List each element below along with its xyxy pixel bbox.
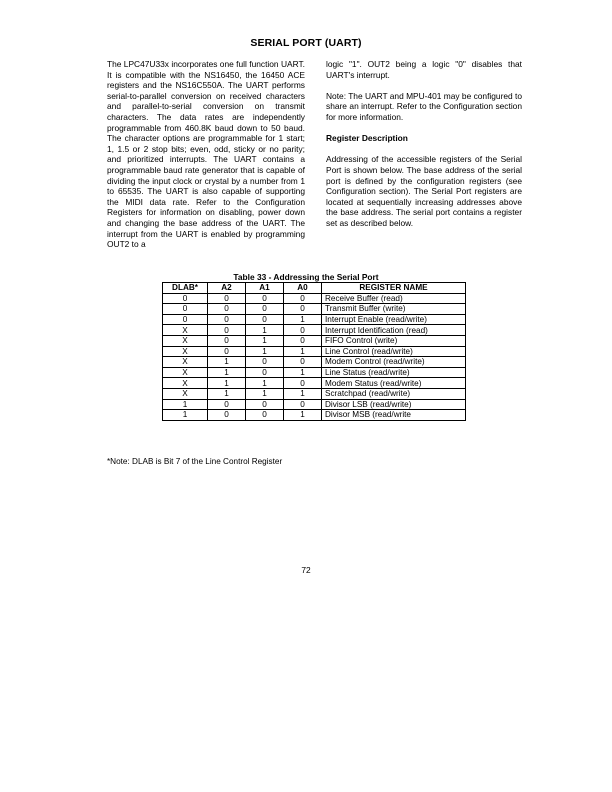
register-name-cell: Line Status (read/write) [322, 367, 466, 378]
address-bit-cell: 0 [284, 304, 322, 315]
out2-continuation-paragraph: logic "1". OUT2 being a logic "0" disables that UART's interrupt. [326, 59, 522, 80]
address-bit-cell: 0 [284, 335, 322, 346]
address-bit-cell: X [163, 325, 208, 336]
address-bit-cell: 1 [246, 346, 284, 357]
uart-intro-paragraph: The LPC47U33x incorporates one full function UART. It is compatible with the NS16450, the 16450 ACE registers and the NS16C550A. The UART performs serial-to-parallel conversion on received characters and parallel-to-serial conversion on transmit characters. The data rates are independently programmable from 460.8K baud down to 50 baud. The character options are programmable for 1 start; 1, 1.5 or 2 stop bits; even, odd, sticky or no parity; and prioritized interrupts. The UART contains a programmable baud rate generator that is capable of dividing the input clock or crystal by a number from 1 to 65535. The UART is also capable of supporting the MIDI data rate. Refer to the Configuration Registers for information on disabling, power down and changing the base address of the UART. The interrupt from the UART is enabled by programming OUT2 to a [107, 59, 305, 250]
address-bit-cell: 1 [284, 314, 322, 325]
address-bit-cell: 0 [284, 293, 322, 304]
address-bit-cell: X [163, 367, 208, 378]
address-bit-cell: 0 [163, 314, 208, 325]
register-name-cell: Interrupt Identification (read) [322, 325, 466, 336]
table-row [163, 325, 466, 336]
address-bit-cell: 0 [208, 304, 246, 315]
register-name-cell: Modem Status (read/write) [322, 378, 466, 389]
register-description-heading: Register Description [326, 133, 408, 144]
address-bit-cell: 0 [208, 335, 246, 346]
address-bit-cell: 1 [163, 399, 208, 410]
address-bit-cell: 0 [284, 378, 322, 389]
address-bit-cell: 0 [284, 357, 322, 368]
table-caption: Table 33 - Addressing the Serial Port [233, 272, 379, 282]
table-row [163, 314, 466, 325]
address-bit-cell: X [163, 335, 208, 346]
register-name-cell: Divisor MSB (read/write [322, 410, 466, 421]
address-bit-cell: X [163, 388, 208, 399]
address-bit-cell: 0 [246, 399, 284, 410]
address-bit-cell: 1 [208, 388, 246, 399]
column-header: A0 [284, 283, 322, 294]
left-column [107, 59, 305, 260]
address-bit-cell: 1 [246, 378, 284, 389]
table-header-row [163, 283, 466, 294]
address-bit-cell: 0 [246, 367, 284, 378]
address-bit-cell: 1 [163, 410, 208, 421]
table-row [163, 346, 466, 357]
page-title: SERIAL PORT (UART) [250, 37, 362, 49]
address-bit-cell: 0 [208, 410, 246, 421]
page-number: 72 [301, 565, 311, 575]
table-row [163, 399, 466, 410]
address-bit-cell: 0 [246, 304, 284, 315]
address-bit-cell: 1 [284, 367, 322, 378]
column-header: DLAB* [163, 283, 208, 294]
table-row [163, 293, 466, 304]
column-header: A1 [246, 283, 284, 294]
table-row [163, 410, 466, 421]
address-bit-cell: 1 [246, 325, 284, 336]
address-bit-cell: 1 [208, 367, 246, 378]
address-bit-cell: X [163, 378, 208, 389]
address-bit-cell: 0 [246, 357, 284, 368]
address-bit-cell: 0 [208, 314, 246, 325]
table-row [163, 378, 466, 389]
serial-port-address-table [162, 282, 466, 421]
register-name-cell: Modem Control (read/write) [322, 357, 466, 368]
register-name-cell: Scratchpad (read/write) [322, 388, 466, 399]
table-row [163, 388, 466, 399]
address-bit-cell: 0 [284, 399, 322, 410]
table-row [163, 304, 466, 315]
mpu401-note-paragraph: Note: The UART and MPU-401 may be configured to share an interrupt. Refer to the Configuration section for more information. [326, 90, 522, 122]
address-bit-cell: 0 [246, 410, 284, 421]
address-bit-cell: 1 [284, 346, 322, 357]
address-bit-cell: 1 [284, 410, 322, 421]
address-bit-cell: 1 [246, 388, 284, 399]
address-bit-cell: 0 [246, 293, 284, 304]
table-row [163, 367, 466, 378]
dlab-footnote: *Note: DLAB is Bit 7 of the Line Control Register [107, 457, 283, 466]
address-bit-cell: 0 [163, 304, 208, 315]
column-header: A2 [208, 283, 246, 294]
address-bit-cell: 0 [284, 325, 322, 336]
right-column [326, 59, 522, 239]
table-row [163, 357, 466, 368]
register-name-cell: FIFO Control (write) [322, 335, 466, 346]
register-name-cell: Divisor LSB (read/write) [322, 399, 466, 410]
address-bit-cell: X [163, 346, 208, 357]
address-bit-cell: 1 [208, 378, 246, 389]
table-row [163, 335, 466, 346]
address-bit-cell: 1 [246, 335, 284, 346]
register-name-cell: Line Control (read/write) [322, 346, 466, 357]
column-header: REGISTER NAME [322, 283, 466, 294]
register-name-cell: Receive Buffer (read) [322, 293, 466, 304]
address-bit-cell: 0 [246, 314, 284, 325]
register-name-cell: Interrupt Enable (read/write) [322, 314, 466, 325]
address-bit-cell: 0 [163, 293, 208, 304]
address-bit-cell: X [163, 357, 208, 368]
address-bit-cell: 0 [208, 293, 246, 304]
address-bit-cell: 0 [208, 325, 246, 336]
address-bit-cell: 1 [284, 388, 322, 399]
address-bit-cell: 0 [208, 399, 246, 410]
register-description-paragraph: Addressing of the accessible registers of the Serial Port is shown below. The base address of the serial port is defined by the configuration registers (see Configuration section). The Serial Port registers are located at sequentially increasing addresses above the base address. The serial port contains a register set as described below. [326, 154, 522, 228]
address-bit-cell: 0 [208, 346, 246, 357]
address-bit-cell: 1 [208, 357, 246, 368]
register-name-cell: Transmit Buffer (write) [322, 304, 466, 315]
